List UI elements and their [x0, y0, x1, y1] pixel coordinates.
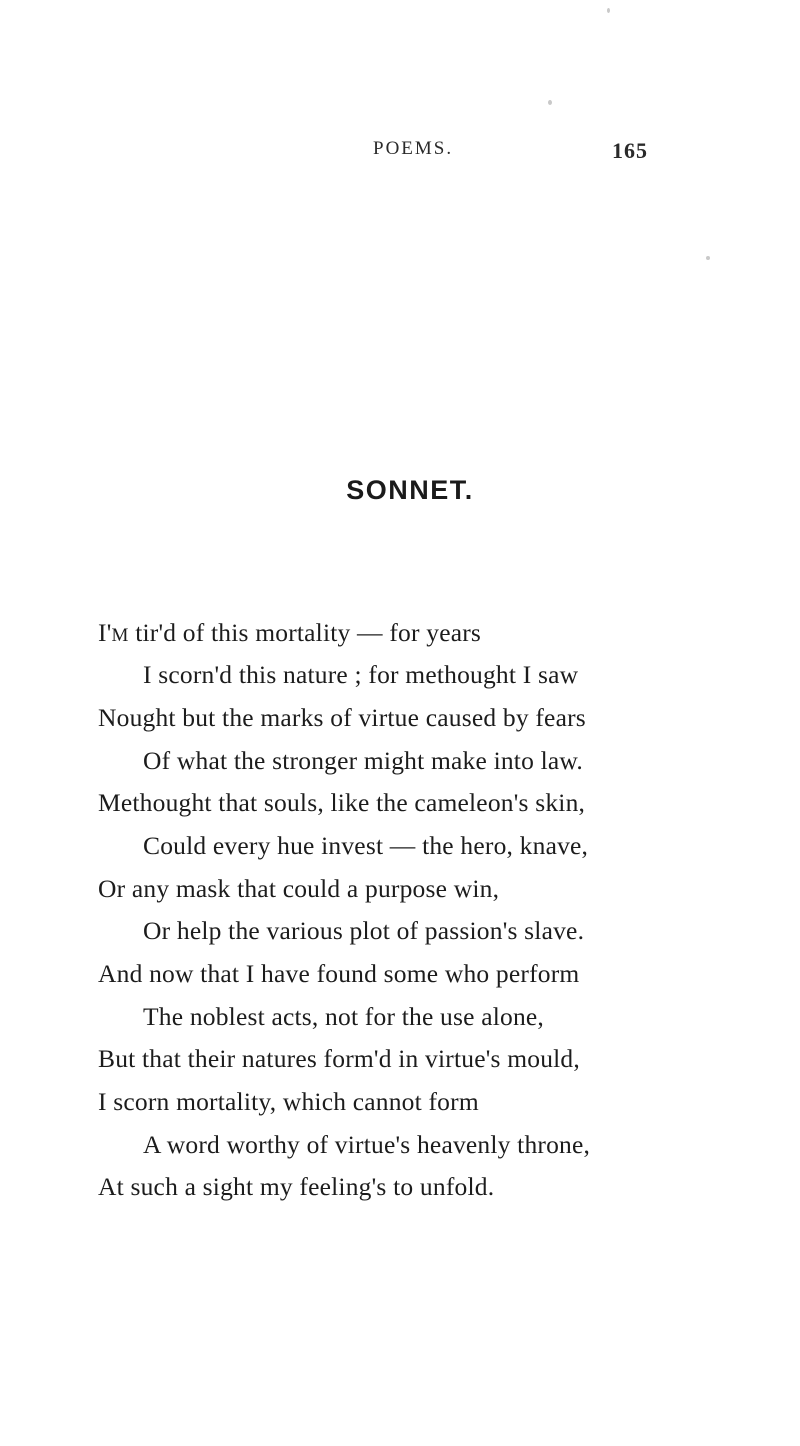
- poem-line-14: At such a sight my feeling's to unfold.: [98, 1172, 495, 1201]
- poem-line-1: [98, 618, 481, 648]
- poem-line-8: Or help the various plot of passion's slave.: [143, 916, 585, 945]
- poem-line-3: Nought but the marks of virtue caused by fears: [98, 703, 586, 732]
- poem-line-6: Could every hue invest — the hero, knave,: [143, 831, 589, 860]
- sonnet-title: SONNET.: [346, 475, 474, 505]
- poem-line-7: Or any mask that could a purpose win,: [98, 874, 500, 903]
- poem-line-4: Of what the stronger might make into law.: [143, 746, 583, 775]
- poem-line-2: I scorn'd this nature ; for methought I saw: [143, 660, 579, 689]
- ink-speck: [607, 8, 610, 13]
- first-word-small-caps: M: [111, 625, 129, 646]
- page-number: 165: [612, 138, 648, 163]
- running-title: POEMS.: [373, 138, 454, 159]
- ink-speck: [706, 256, 710, 260]
- poem-line-13: A word worthy of virtue's heavenly throne,: [143, 1130, 591, 1159]
- poem-line-1-text: tir'd of this mortality — for years: [135, 618, 482, 647]
- poem-line-11: But that their natures form'd in virtue's mould,: [98, 1044, 580, 1073]
- poem-line-9: And now that I have found some who perform: [98, 959, 580, 988]
- first-word-capital: I': [98, 618, 112, 647]
- poem-line-10: The noblest acts, not for the use alone,: [143, 1002, 545, 1031]
- first-word: [98, 618, 129, 647]
- ink-speck: [548, 100, 552, 105]
- poem-line-5: Methought that souls, like the cameleon's skin,: [98, 788, 586, 817]
- poem-line-12: I scorn mortality, which cannot form: [98, 1087, 479, 1116]
